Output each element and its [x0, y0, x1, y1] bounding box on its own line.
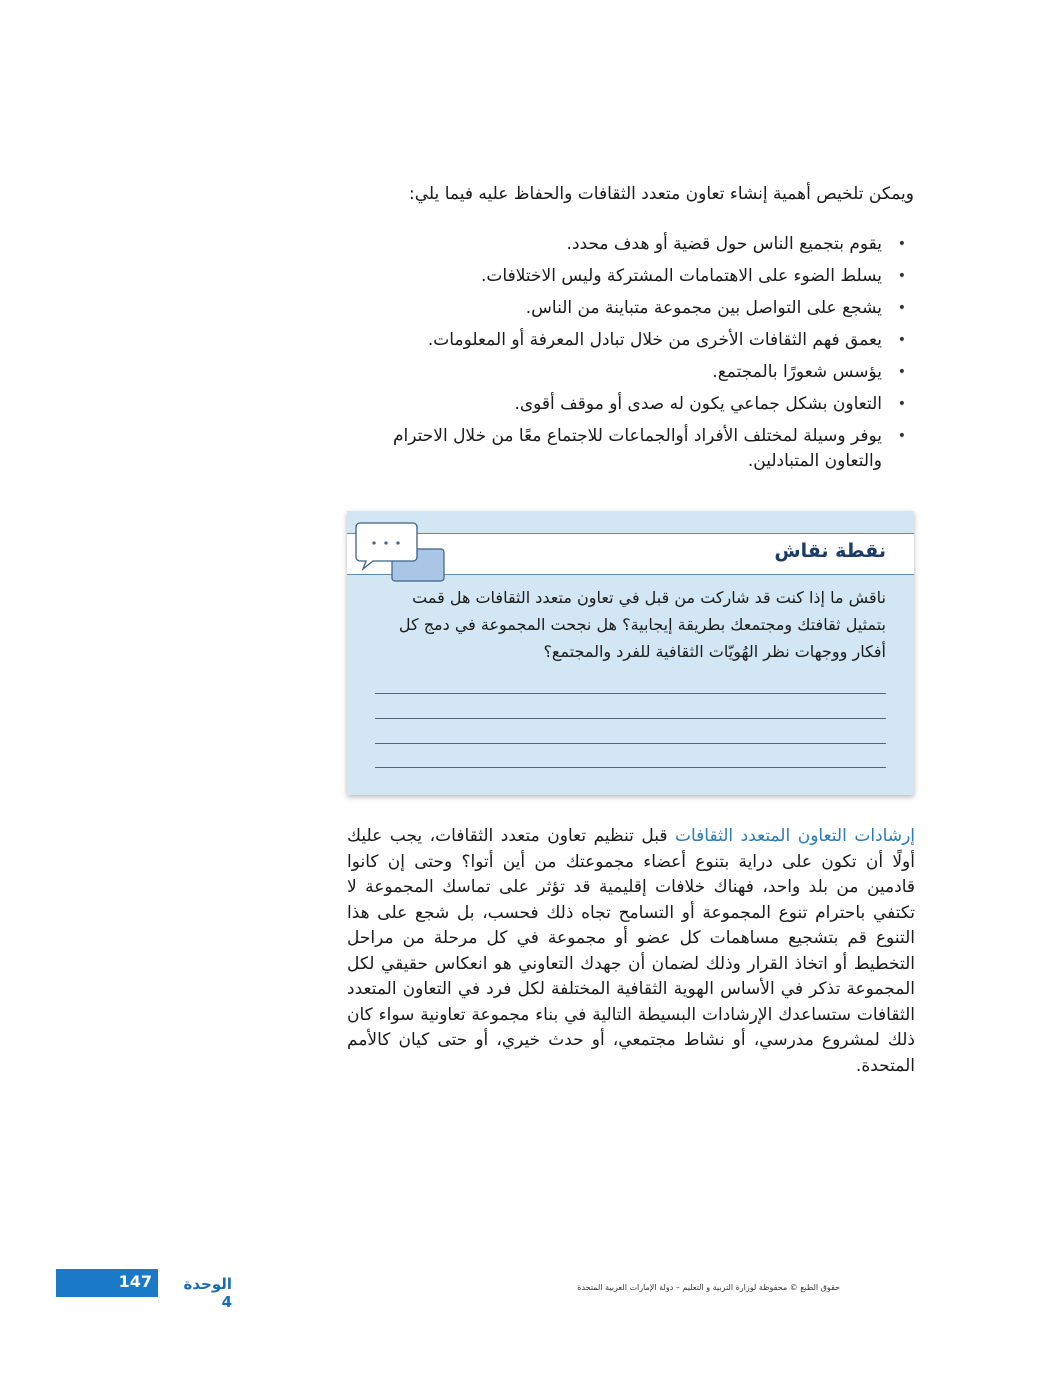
- list-item: • يشجع على التواصل بين مجموعة متباينة من الناس.: [340, 296, 914, 321]
- unit-label: الوحدة 4: [183, 1275, 232, 1311]
- answer-line: [375, 743, 886, 744]
- discussion-title: نقطة نقاش: [774, 540, 886, 562]
- list-item: • يعمق فهم الثقافات الأخرى من خلال تبادل المعرفة أو المعلومات.: [340, 328, 914, 353]
- list-item: • التعاون بشكل جماعي يكون له صدى أو موقف أقوى.: [340, 392, 914, 417]
- answer-line: [375, 693, 886, 694]
- page-number: 147: [118, 1272, 152, 1291]
- guidelines-heading: إرشادات التعاون المتعدد الثقافات: [675, 826, 915, 846]
- copyright-notice: حقوق الطبع © محفوظة لوزارة التربية و التعليم – دولة الإمارات العربية المتحدة: [577, 1283, 840, 1292]
- guidelines-paragraph: [347, 824, 915, 1079]
- list-item: • يسلط الضوء على الاهتمامات المشتركة وليس الاختلافات.: [340, 264, 914, 289]
- intro-text: ويمكن تلخيص أهمية إنشاء تعاون متعدد الثقافات والحفاظ عليه فيما يلي:: [409, 184, 914, 204]
- list-item: • يقوم بتجميع الناس حول قضية أو هدف محدد.: [340, 232, 914, 257]
- answer-line: [375, 767, 886, 768]
- guidelines-body: قبل تنظيم تعاون متعدد الثقافات، يجب عليك أولًا أن تكون على دراية بتنوع أعضاء مجموعتك من أين أتوا؟ وحتى إن كانوا قادمين من بلد واحد، فهناك خلافات إقليمية قد تؤثر على تماسك المجموعة لا تكتفي باحترام تنوع المجموعة أو التسامح تجاه ذلك فحسب، بل شجع على هذا التنوع قم بتشجيع مساهمات كل عضو أو مجموعة في كل مرحلة من مراحل التخطيط أو اتخاذ القرار وذلك لضمان أن جهدك التعاوني هو انعكاس حقيقي لكل المجموعة تذكر في الأساس الهوية الثقافية المختلفة لكل فرد في التعاون المتعدد الثقافات ستساعدك الإرشادات البسيطة التالية في بناء مجموعة تعاونية سواء كان ذلك لمشروع مدرسي، أو نشاط مجتمعي، أو حدث خيري، أو حتى كيان كالأمم المتحدة.: [347, 826, 915, 1076]
- list-item: • يؤسس شعورًا بالمجتمع.: [340, 360, 914, 385]
- speech-bubbles-icon: [355, 521, 445, 585]
- discussion-text: ناقش ما إذا كنت قد شاركت من قبل في تعاون متعدد الثقافات هل قمت بتمثيل ثقافتك ومجتمعك بطريقة إيجابية؟ هل نجحت المجموعة في دمج كل أفكار ووجهات نظر الهُويّات الثقافية للفرد والمجتمع؟: [398, 588, 886, 661]
- answer-line: [375, 718, 886, 719]
- benefits-list: [340, 232, 914, 481]
- discussion-box: [347, 511, 914, 795]
- list-item: • يوفر وسيلة لمختلف الأفراد أوالجماعات للاجتماع معًا من خلال الاحترام والتعاون المتبادلين.: [340, 424, 914, 474]
